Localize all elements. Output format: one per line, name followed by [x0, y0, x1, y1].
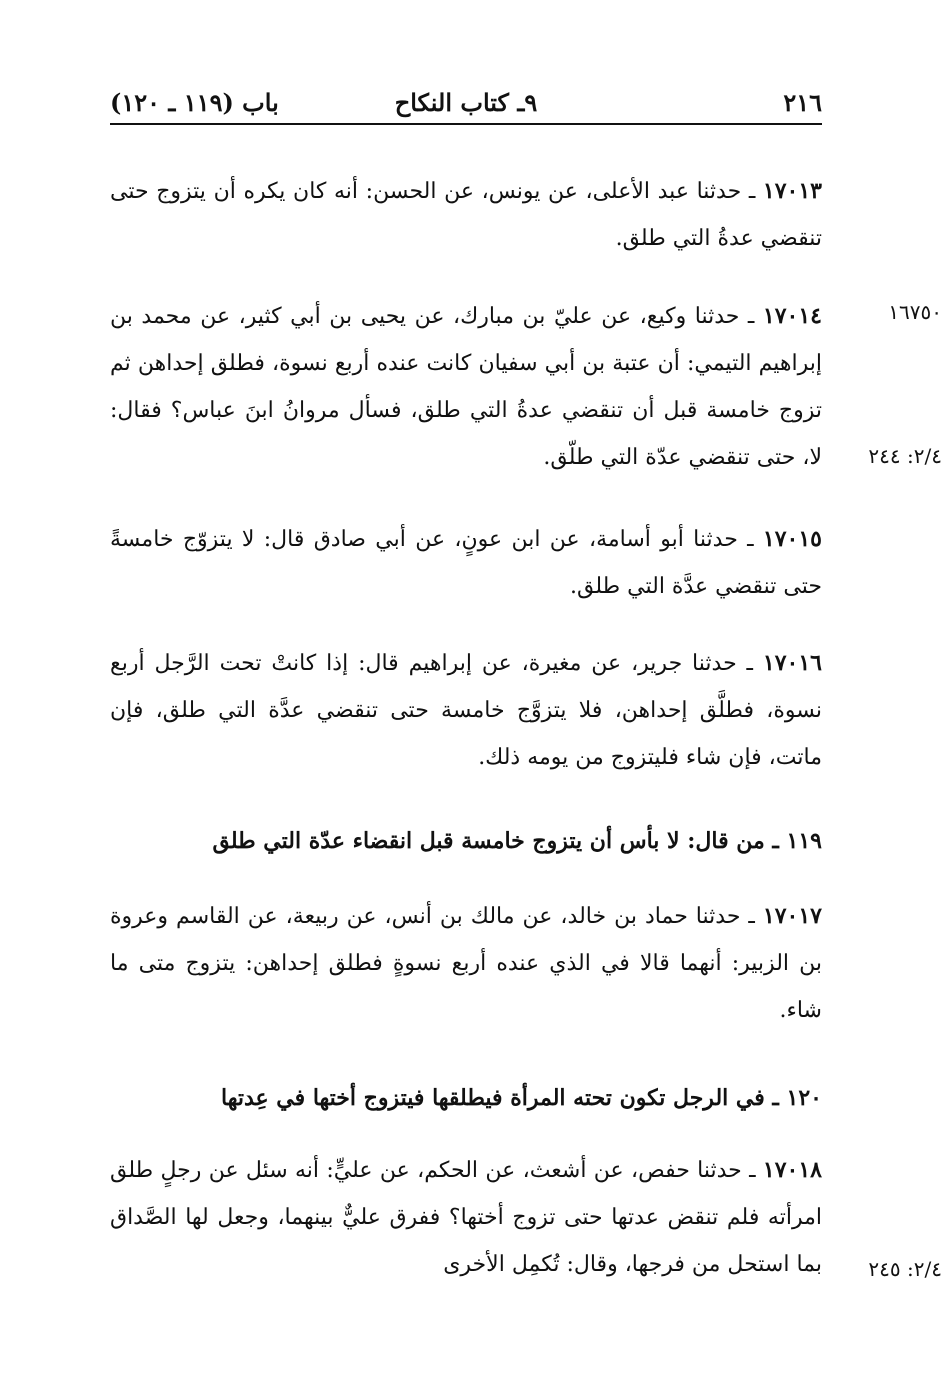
header-rule: [110, 123, 822, 125]
hadith-17015: [110, 516, 822, 610]
chapter-range: باب (١١٩ ـ ١٢٠): [110, 88, 279, 117]
hadith-number: ١٧٠١٦: [762, 650, 822, 676]
hadith-number: ١٧٠١٤: [762, 303, 822, 329]
heading-text: ـ في الرجل تكون تحته المرأة فيطلقها فيتزوج أختها في عِدتها: [221, 1085, 787, 1111]
margin-ref-245: ٢/٤: ٢٤٥: [868, 1257, 942, 1281]
hadith-text: ـ حدثنا جرير، عن مغيرة، عن إبراهيم قال: إذا كانتْ تحت الرَّجل أربع نسوة، فطلَّق إحداهن، فلا يتزوَّج خامسة حتى تنقضي عدَّة التي طلق، فإن ماتت، فإن شاء فليتزوج من يومه ذلك.: [110, 651, 822, 770]
heading-text: ـ من قال: لا بأس أن يتزوج خامسة قبل انقضاء عدّة التي طلق: [212, 828, 787, 854]
hadith-text: ـ حدثنا وكيع، عن عليّ بن مبارك، عن يحيى بن أبي كثير، عن محمد بن إبراهيم التيمي: أن عتبة بن أبي سفيان كانت عنده أربع نسوة، فطلق إحداهن ثم تزوج خامسة قبل أن تنقضي عدةُ التي طلق، فسأل مروانُ ابنَ عباس؟ فقال: لا، حتى تنقضي عدّة التي طلّق.: [110, 304, 822, 470]
page-number: ٢١٦: [783, 88, 822, 117]
hadith-text: ـ حدثنا أبو أسامة، عن ابن عونٍ، عن أبي صادق قال: لا يتزوّج خامسةً حتى تنقضي عدَّة التي طلق.: [110, 527, 822, 599]
hadith-17017: [110, 893, 822, 1034]
chapter-heading-119: [110, 821, 822, 861]
heading-number: ١٢٠: [786, 1085, 822, 1111]
hadith-17018: [110, 1147, 822, 1288]
hadith-number: ١٧٠١٥: [762, 526, 822, 552]
hadith-text: ـ حدثنا عبد الأعلى، عن يونس، عن الحسن: أنه كان يكره أن يتزوج حتى تنقضي عدةُ التي طلق.: [110, 179, 822, 251]
running-header: [110, 88, 822, 122]
heading-number: ١١٩: [786, 828, 822, 854]
book-title: ٩ـ كتاب النكاح: [394, 88, 538, 117]
hadith-number: ١٧٠١٣: [762, 178, 822, 204]
hadith-17013: [110, 168, 822, 262]
margin-ref-16750: ١٦٧٥٠: [888, 300, 942, 324]
hadith-number: ١٧٠١٨: [762, 1157, 822, 1183]
hadith-number: ١٧٠١٧: [762, 903, 822, 929]
hadith-17016: [110, 640, 822, 781]
margin-ref-244: ٢/٤: ٢٤٤: [868, 444, 942, 468]
hadith-text: ـ حدثنا حماد بن خالد، عن مالك بن أنس، عن ربيعة، عن القاسم وعروة بن الزبير: أنهما قالا في الذي عنده أربع نسوةٍ فطلق إحداهن: يتزوج متى ما شاء.: [110, 904, 822, 1023]
hadith-text: ـ حدثنا حفص، عن أشعث، عن الحكم، عن عليٍّ: أنه سئل عن رجلٍ طلق امرأته فلم تنقض عدتها حتى تزوج أختها؟ ففرق عليٌّ بينهما، وجعل لها الصَّداق بما استحل من فرجها، وقال: تُكمِل الأخرى: [110, 1158, 822, 1277]
chapter-heading-120: [110, 1078, 822, 1118]
hadith-17014: [110, 293, 822, 481]
